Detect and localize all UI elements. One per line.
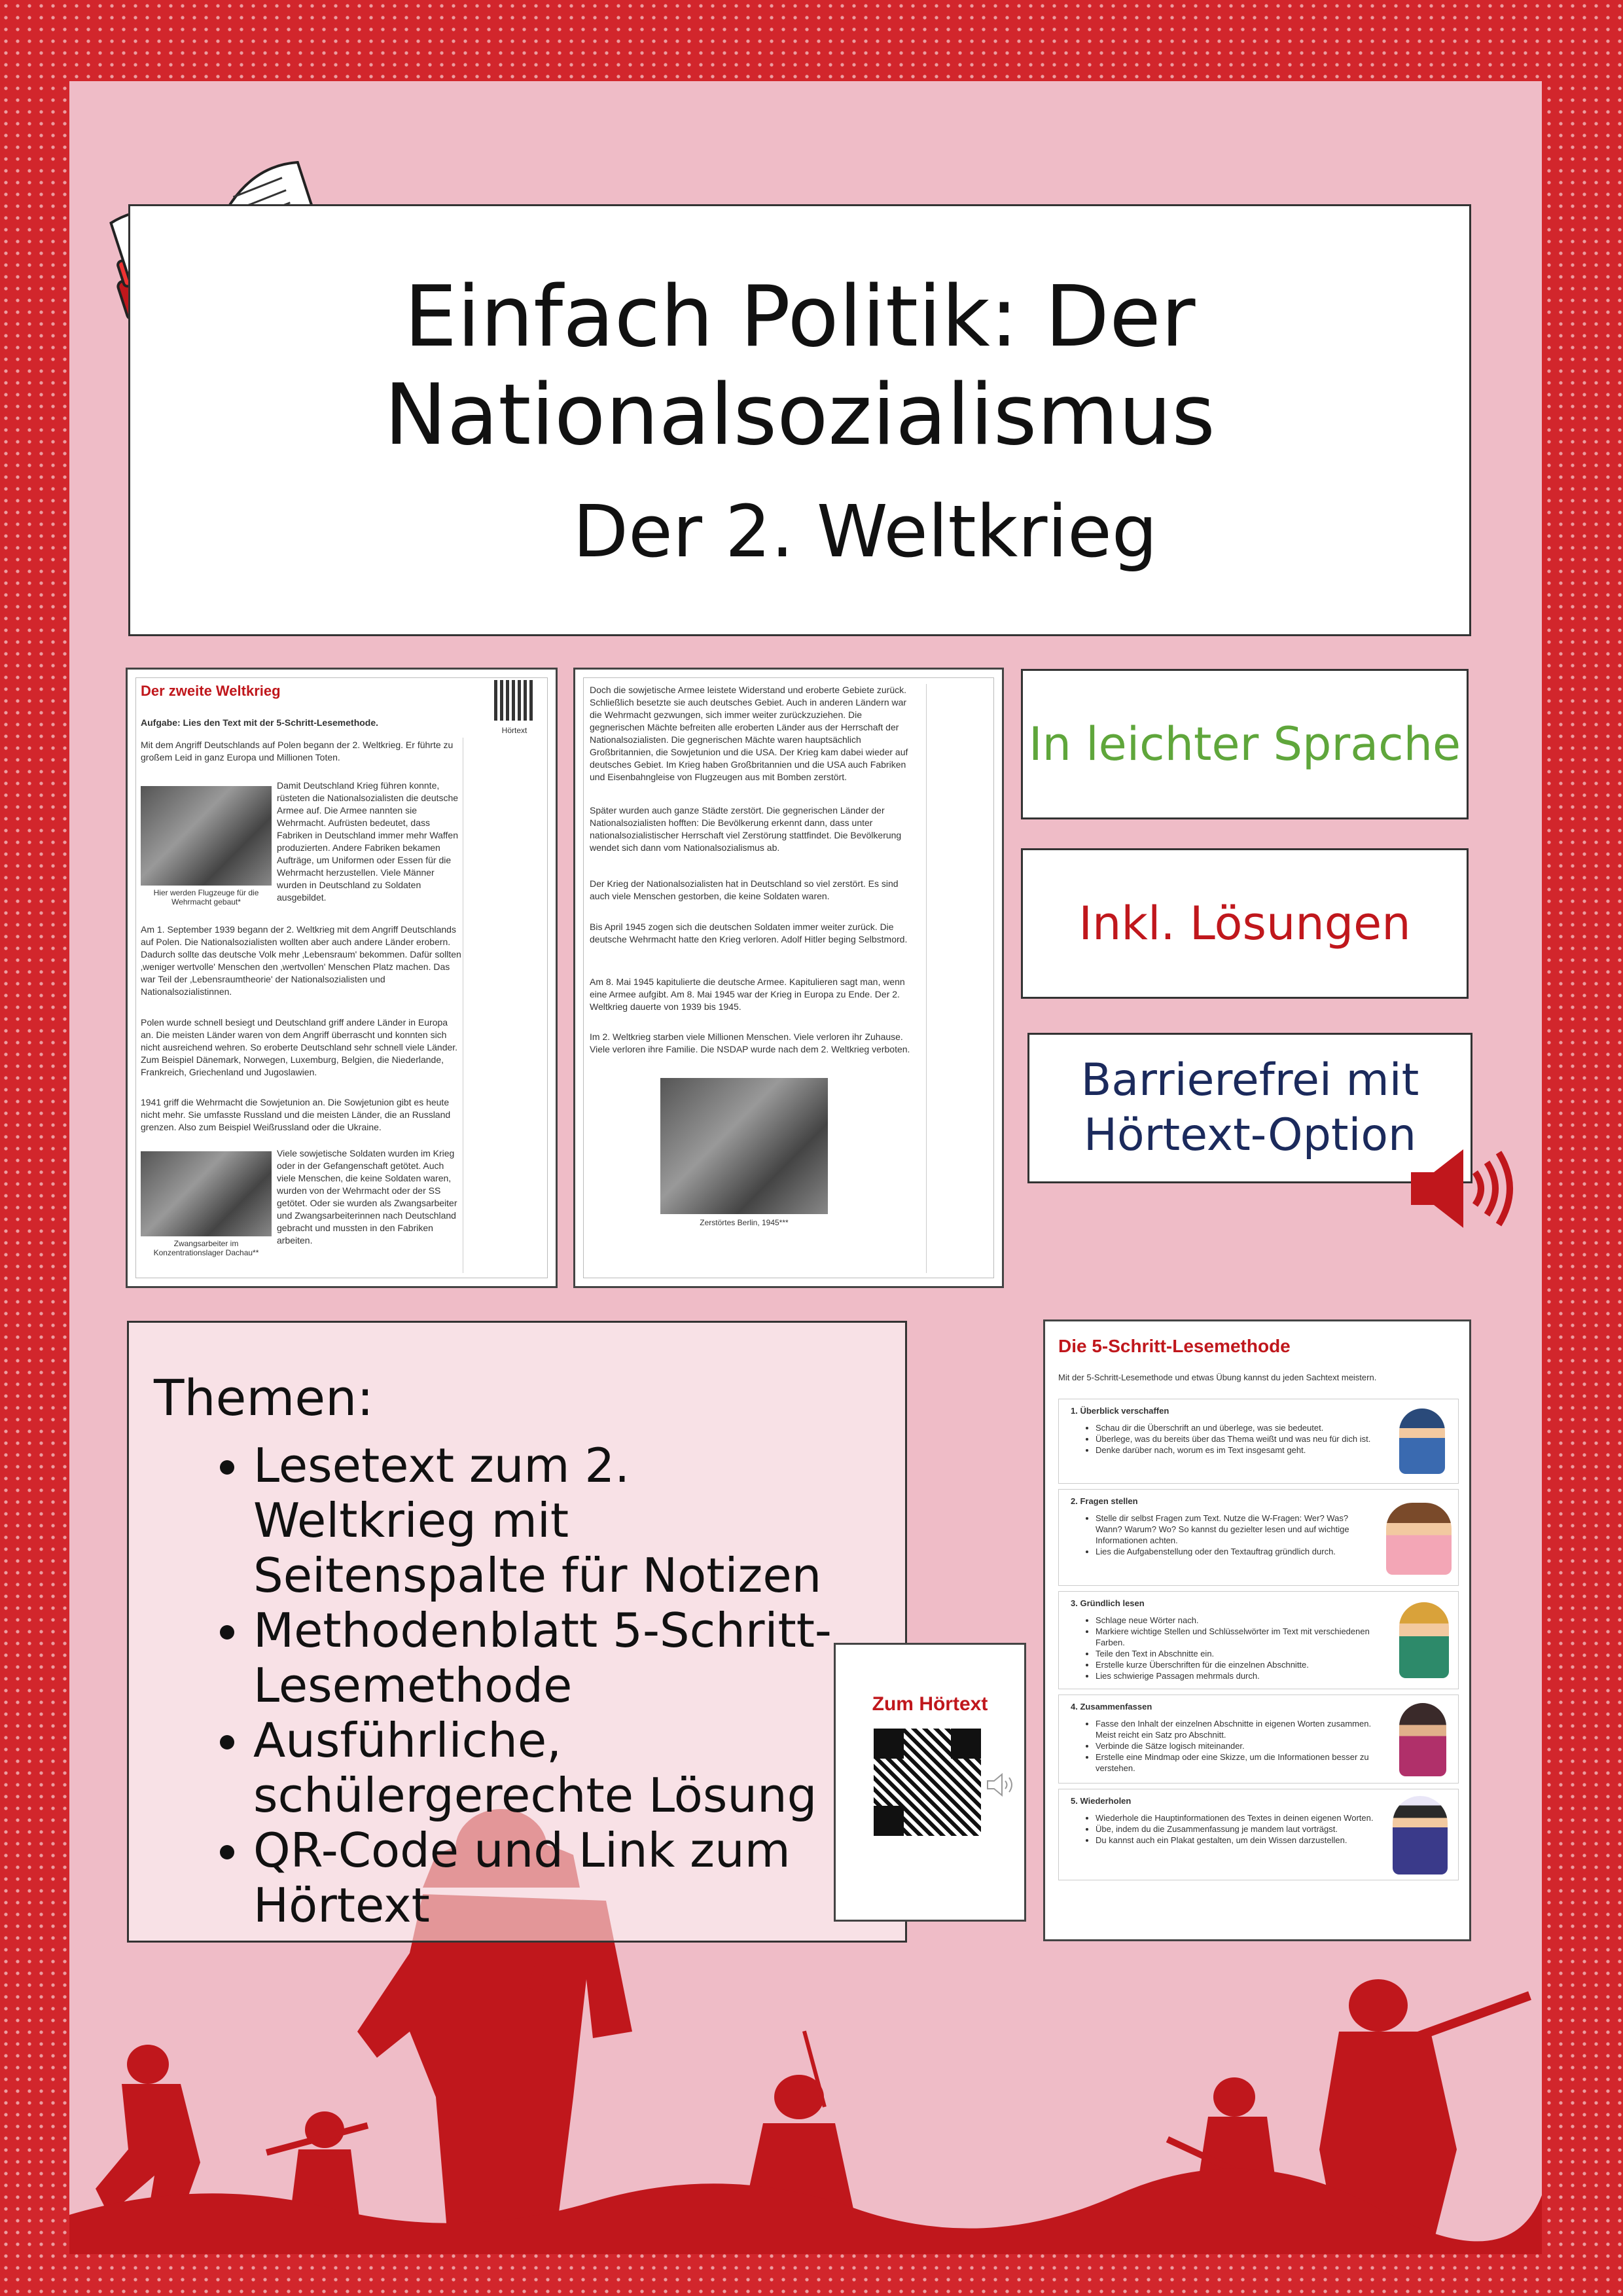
method-step-heading: 2. Fragen stellen xyxy=(1071,1496,1138,1506)
method-bullet: • Erstelle eine Mindmap oder eine Skizze, um die Informationen besser zu verstehen. xyxy=(1096,1751,1378,1774)
feature-solutions-label: Inkl. Lösungen xyxy=(1079,897,1411,950)
qr-code-icon xyxy=(494,680,535,721)
method-step-bullets xyxy=(1077,1422,1378,1456)
method-sheet-preview xyxy=(1043,1319,1471,1941)
method-bullet: • Stelle dir selbst Fragen zum Text. Nutze die W-Fragen: Wer? Was? Wann? Warum? Wo? So kannst du gezielter lesen und auf wichtige Informationen achten. xyxy=(1096,1513,1359,1546)
preview-page-1-intro: Mit dem Angriff Deutschlands auf Polen begann der 2. Weltkrieg. Er führte zu großem Leid in ganz Europa und Millionen Toten. xyxy=(141,740,454,762)
theme-item: • Methodenblatt 5-Schritt-Lesemethode xyxy=(253,1603,862,1713)
method-bullet: • Lies schwierige Passagen mehrmals durch. xyxy=(1096,1670,1378,1681)
photo-caption-3: Zerstörtes Berlin, 1945*** xyxy=(700,1218,789,1227)
feature-easy-language xyxy=(1021,669,1469,819)
presenting-person-icon xyxy=(1393,1796,1448,1874)
method-bullet: • Denke darüber nach, worum es im Text insgesamt geht. xyxy=(1096,1444,1378,1456)
preview-page-1-title: Der zweite Weltkrieg xyxy=(141,683,281,699)
method-step-heading: 5. Wiederholen xyxy=(1071,1796,1132,1806)
feature-solutions xyxy=(1021,848,1469,999)
qr-card xyxy=(834,1643,1026,1922)
aircraft-factory-photo xyxy=(141,786,272,886)
feature-easy-language-label: In leichter Sprache xyxy=(1028,717,1461,771)
method-bullet: • Überlege, was du bereits über das Thema weißt und was neu für dich ist. xyxy=(1096,1433,1378,1444)
method-bullet: • Übe, indem du die Zusammenfassung je mandem laut vorträgst. xyxy=(1096,1823,1378,1835)
feature-accessible-audio-line-1: Barrierefrei mit xyxy=(1080,1054,1419,1106)
preview-page-1 xyxy=(126,668,558,1288)
method-sheet-intro: Mit der 5-Schritt-Lesemethode und etwas Übung kannst du jeden Sachtext meistern. xyxy=(1058,1372,1377,1382)
preview-page-1-para-5: Viele sowjetische Soldaten wurden im Krieg oder in der Gefangenschaft getötet. Auch viele Menschen, die keine Soldaten waren, wurden von der Wehrmacht oder der SS getötet. Oder sie wurden als Zwangsarbeiter und Zwangsarbeiterinnen nach Deutschland gebracht und mussten in den Fabriken arbeiten. xyxy=(277,1148,457,1246)
page-subtitle: Der 2. Weltkrieg xyxy=(573,490,1158,573)
method-bullet: • Lies die Aufgabenstellung oder den Textauftrag gründlich durch. xyxy=(1096,1546,1359,1557)
theme-item: • Ausführliche, schülergerechte Lösung xyxy=(253,1713,862,1823)
themes-list xyxy=(181,1438,862,1933)
photo-caption-1: Hier werden Flugzeuge für die Wehrmacht gebaut* xyxy=(153,888,259,906)
theme-item: • QR-Code und Link zum Hörtext xyxy=(253,1823,862,1933)
qr-card-title: Zum Hörtext xyxy=(872,1693,988,1715)
theme-item: • Lesetext zum 2. Weltkrieg mit Seitenspalte für Notizen xyxy=(253,1438,862,1603)
method-step-bullets xyxy=(1077,1812,1378,1846)
method-bullet: • Du kannst auch ein Plakat gestalten, um dein Wissen darzustellen. xyxy=(1096,1835,1378,1846)
questioning-person-icon xyxy=(1386,1503,1452,1575)
preview-page-2-para-3: Der Krieg der Nationalsozialisten hat in Deutschland so viel zerstört. Es sind auch viele Menschen gestorben, die keine Soldaten waren. xyxy=(590,878,899,901)
method-step-heading: 1. Überblick verschaffen xyxy=(1071,1406,1169,1416)
method-bullet: • Wiederhole die Hauptinformationen des Textes in deinen eigenen Worten. xyxy=(1096,1812,1378,1823)
method-step-bullets xyxy=(1077,1615,1378,1681)
method-step-1 xyxy=(1058,1399,1459,1484)
method-step-heading: 4. Zusammenfassen xyxy=(1071,1702,1152,1712)
speaker-icon xyxy=(985,1772,1018,1798)
preview-page-2-para-2: Später wurden auch ganze Städte zerstört. Die gegnerischen Länder der Nationalsozialisten hofften: Die Bevölkerung erkennt dann, dass unter nationalsozialistischer Herrschaft viel Zerstörung stattfindet. Die Bevölkerung wendet sich dann vom Nationalsozialismus ab. xyxy=(590,805,902,853)
magnifier-person-icon xyxy=(1399,1602,1449,1678)
notes-column xyxy=(926,684,927,1273)
themes-heading: Themen: xyxy=(154,1369,374,1427)
speaker-icon xyxy=(1404,1143,1522,1234)
preview-page-1-para-2: Am 1. September 1939 begann der 2. Weltkrieg mit dem Angriff Deutschlands auf Polen. Die Nationalsozialisten wollten aber auch andere Länder erobern. Dadurch sollte das deutsche Volk mehr ‚Lebensraum' bekommen. Dafür sollten ‚weniger wertvolle' Menschen den ‚wertvollen' Menschen Platz machen. Das war Teil der ‚Lebensraumtheorie' der Nationalsozialisten und Nationalsozialistinnen. xyxy=(141,924,461,997)
method-step-4 xyxy=(1058,1695,1459,1784)
preview-page-2-para-5: Am 8. Mai 1945 kapitulierte die deutsche Armee. Kapitulieren sagt man, wenn eine Armee aufgibt. Am 8. Mai 1945 war der Krieg in Europa zu Ende. Der 2. Weltkrieg dauerte von 1939 bis 1945. xyxy=(590,977,905,1012)
method-bullet: • Erstelle kurze Überschriften für die einzelnen Abschnitte. xyxy=(1096,1659,1378,1670)
preview-page-2-para-1: Doch die sowjetische Armee leistete Widerstand und eroberte Gebiete zurück. Schließlich besetzte sie auch deutsches Gebiet. Auch in anderen Ländern war die Wehrmacht gezwungen, sich immer weiter zurückzuziehen. Die gegnerischen Mächte befreiten alle eroberten Länder aus der Herrschaft der Nationalsozialisten. Die gegnerischen Mächte waren hauptsächlich Großbritannien, die Sowjetunion und die USA. Der Krieg kam dabei wieder auf deutsches Gebiet. Im Krieg haben Großbritannien und die USA auch Fabriken und Eisenbahngleise von Flugzeugen aus mit Bomben zerstört. xyxy=(590,685,908,782)
binoculars-person-icon xyxy=(1399,1408,1445,1474)
page-title xyxy=(130,268,1469,465)
preview-page-2-para-6: Im 2. Weltkrieg starben viele Millionen Menschen. Viele verloren ihr Zuhause. Viele verloren ihre Familie. Die NSDAP wurde nach dem 2. Weltkrieg verboten. xyxy=(590,1031,910,1054)
method-step-bullets xyxy=(1077,1513,1359,1557)
method-step-bullets xyxy=(1077,1718,1378,1774)
feature-accessible-audio-label xyxy=(1081,1053,1419,1163)
method-bullet: • Fasse den Inhalt der einzelnen Abschnitte in eigenen Worten zusammen. Meist reicht ein Satz pro Abschnitt. xyxy=(1096,1718,1378,1740)
method-bullet: • Teile den Text in Abschnitte ein. xyxy=(1096,1648,1378,1659)
photo-caption-2: Zwangsarbeiter im Konzentrationslager Dachau** xyxy=(153,1239,259,1257)
method-step-2 xyxy=(1058,1489,1459,1586)
preview-page-1-para-4: 1941 griff die Wehrmacht die Sowjetunion an. Die Sowjetunion gibt es heute nicht mehr. Sie umfasste Russland und die meisten Länder, die an Russland grenzen. Also zum Beispiel Weißrussland oder die Ukraine. xyxy=(141,1097,451,1132)
phone-person-icon xyxy=(1399,1703,1446,1776)
method-bullet: • Markiere wichtige Stellen und Schlüsselwörter im Text mit verschiedenen Farben. xyxy=(1096,1626,1378,1648)
destroyed-berlin-photo xyxy=(660,1078,828,1214)
feature-accessible-audio-line-2: Hörtext-Option xyxy=(1083,1109,1417,1161)
method-step-5 xyxy=(1058,1789,1459,1880)
qr-code-icon xyxy=(874,1729,981,1836)
method-bullet: • Verbinde die Sätze logisch miteinander. xyxy=(1096,1740,1378,1751)
method-step-3 xyxy=(1058,1591,1459,1689)
method-sheet-title: Die 5-Schritt-Lesemethode xyxy=(1058,1336,1291,1356)
preview-page-1-para-3: Polen wurde schnell besiegt und Deutschland griff andere Länder in Europa an. Die meisten Länder waren von dem Angriff überrascht und konnten sich nicht ausreichend wehren. So eroberte Deutschland sehr schnell viele Länder. Zum Beispiel Dänemark, Norwegen, Luxemburg, Belgien, die Niederlande, Frankreich, Griechenland und Jugoslawien. xyxy=(141,1017,458,1077)
method-bullet: • Schlage neue Wörter nach. xyxy=(1096,1615,1378,1626)
preview-page-1-para-1: Damit Deutschland Krieg führen konnte, rüsteten die Nationalsozialisten die deutsche Armee auf. Die Armee nannten sie Wehrmacht. Aufrüsten bedeutet, dass Fabriken in Deutschland immer mehr Waffen produzierten. Andere Fabriken bekamen Aufträge, um Uniformen oder Essen für die Wehrmacht herzustellen. Viele Männer wurden in Deutschland zu Soldaten ausgebildet. xyxy=(277,780,459,903)
themes-box xyxy=(127,1321,907,1943)
qr-label: Hörtext xyxy=(501,726,527,735)
preview-page-1-task: Aufgabe: Lies den Text mit der 5-Schritt-Lesemethode. xyxy=(141,717,379,728)
method-step-heading: 3. Gründlich lesen xyxy=(1071,1598,1145,1608)
preview-page-2-para-4: Bis April 1945 zogen sich die deutschen Soldaten immer weiter zurück. Die deutsche Wehrmacht hatte den Krieg verloren. Adolf Hitler beging Selbstmord. xyxy=(590,922,908,944)
forced-labor-photo xyxy=(141,1151,272,1236)
title-line-1: Einfach Politik: Der xyxy=(404,268,1196,366)
title-box xyxy=(128,204,1471,636)
title-line-2: Nationalsozialismus xyxy=(384,367,1215,464)
method-bullet: • Schau dir die Überschrift an und überlege, was sie bedeutet. xyxy=(1096,1422,1378,1433)
preview-page-2 xyxy=(573,668,1004,1288)
